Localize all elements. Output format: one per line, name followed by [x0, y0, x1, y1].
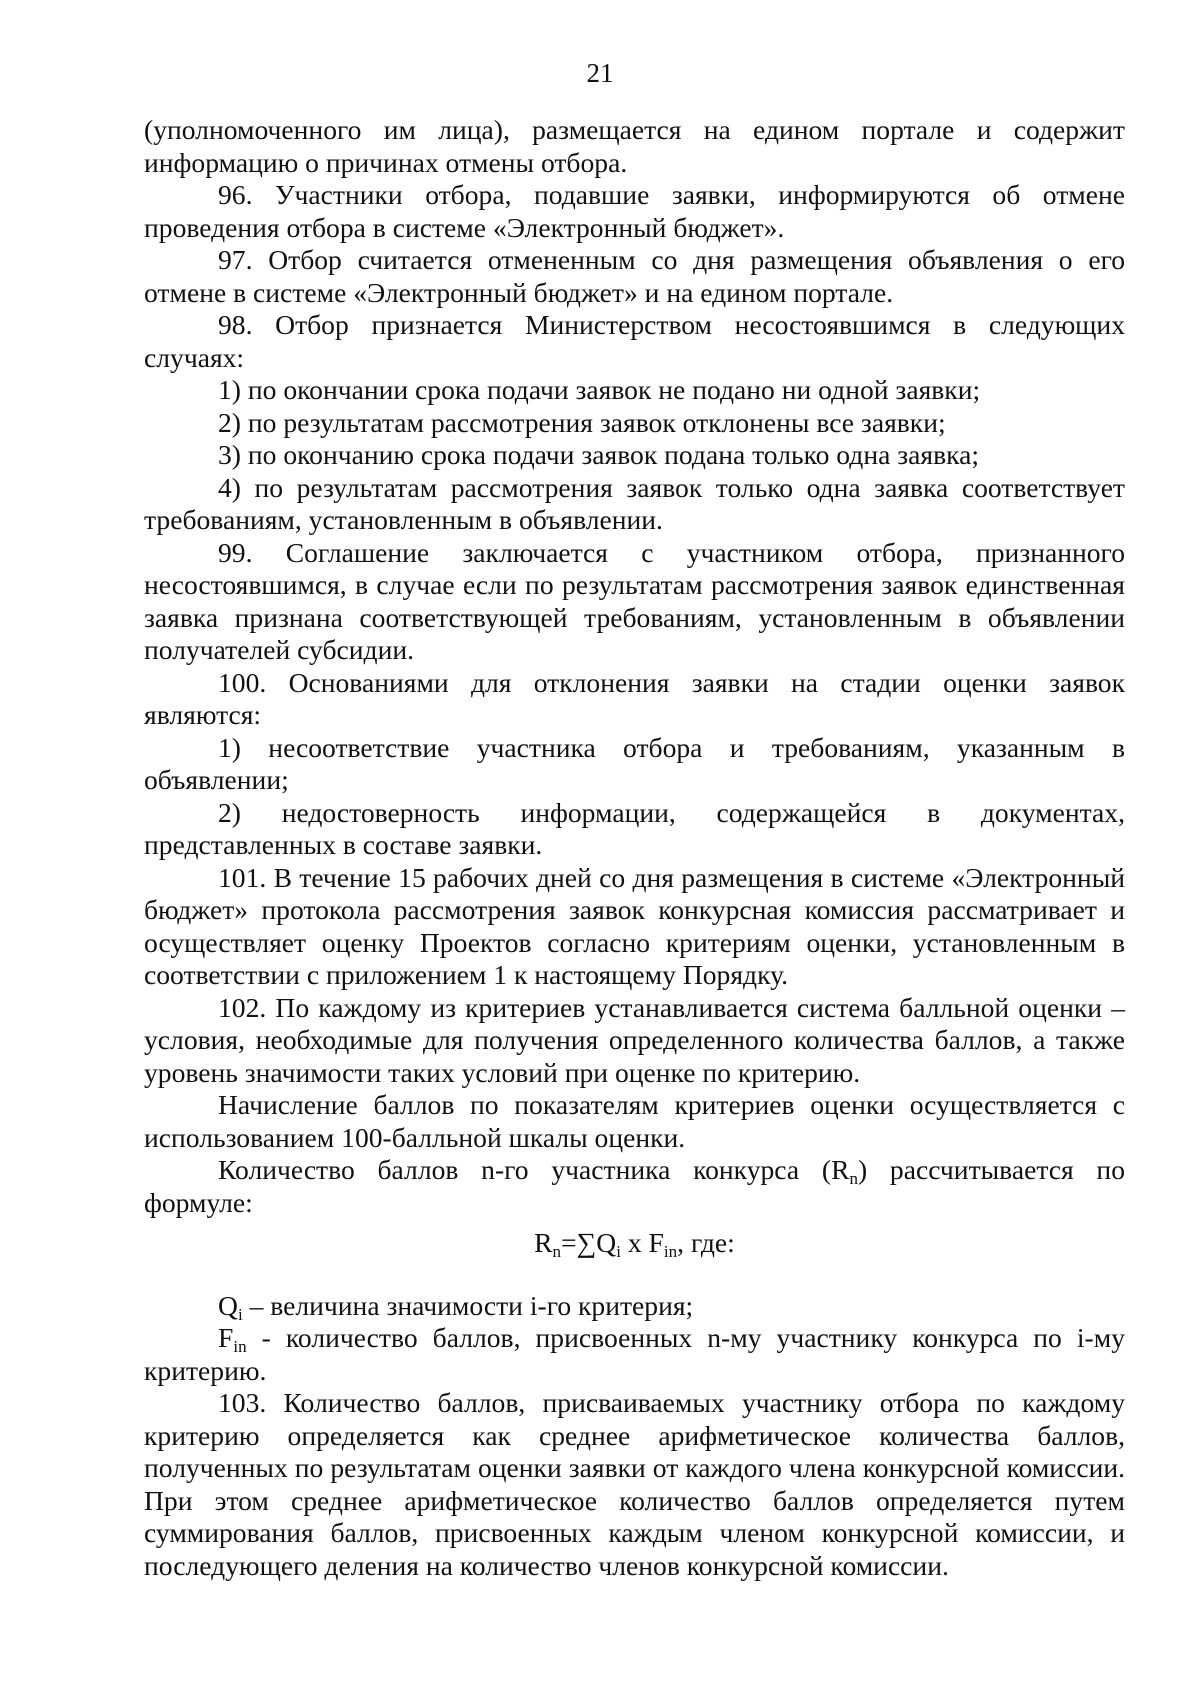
paragraph-102-score — [144, 1154, 1125, 1219]
paragraph-100-item-2: 2) недостоверность информации, содержащейся в документах, представленных в составе заявки. — [144, 796, 1125, 860]
formula-tail: , где: — [677, 1227, 735, 1258]
paragraph-102: 102. По каждому из критериев устанавливается система балльной оценки – условия, необходимые для получения определенного количества баллов, а также уровень значимости таких условий при оценке по критерию. — [144, 991, 1125, 1088]
paragraph-101: 101. В течение 15 рабочих дней со дня размещения в системе «Электронный бюджет» протокола рассмотрения заявок конкурсная комиссия рассматривает и осуществляет оценку Проектов согласно критериям оценки, установленным в соответствии с приложением 1 к настоящему Порядку. — [144, 861, 1125, 990]
paragraph-98-item-4: 4) по результатам рассмотрения заявок только одна заявка соответствует требованиям, установленным в объявлении. — [144, 471, 1125, 535]
paragraph-103: 103. Количество баллов, присваиваемых участнику отбора по каждому критерию определяется как среднее арифметическое количества баллов, полученных по результатам оценки заявки от каждого члена конкурсной комиссии. При этом среднее арифметическое количество баллов определяется путем суммирования баллов, присвоенных каждым членом конкурсной комиссии, и последующего деления на количество членов конкурсной комиссии. — [144, 1387, 1125, 1581]
formula-f-sub: in — [663, 1242, 678, 1261]
definition-f-sub: in — [233, 1337, 247, 1356]
paragraph-98-item-3: 3) по окончанию срока подачи заявок подана только одна заявка; — [218, 439, 980, 470]
formula-r-sub: n — [552, 1242, 562, 1261]
score-subscript: n — [849, 1169, 858, 1188]
paragraph-97: 97. Отбор считается отмененным со дня размещения объявления о его отмене в системе «Электронный бюджет» и на едином портале. — [144, 244, 1125, 308]
paragraph-102-scale: Начисление баллов по показателям критериев оценки осуществляется с использованием 100-балльной шкалы оценки. — [144, 1089, 1125, 1153]
paragraph-98-item-2: 2) по результатам рассмотрения заявок отклонены все заявки; — [218, 406, 946, 438]
formula-q-sub: i — [616, 1242, 621, 1261]
formula-r: R — [534, 1227, 553, 1258]
paragraph-100: 100. Основаниями для отклонения заявки на стадии оценки заявок являются: — [144, 666, 1125, 730]
page-number: 21 — [586, 58, 614, 88]
score-text-after: ) рассчитывается по формуле: — [144, 1154, 1125, 1218]
paragraph-96: 96. Участники отбора, подавшие заявки, информируются об отмене проведения отбора в системе «Электронный бюджет». — [144, 179, 1125, 243]
definition-f — [144, 1322, 1125, 1387]
score-text-before: Количество баллов n-го участника конкурса (R — [218, 1154, 850, 1185]
definition-q-symbol: Q — [218, 1289, 238, 1321]
paragraph-98-item-1: 1) по окончании срока подачи заявок не подано ни одной заявки; — [218, 374, 981, 405]
definition-f-text: - количество баллов, присвоенных n-му участнику конкурса по i-му критерию. — [144, 1322, 1125, 1386]
definition-q — [144, 1290, 1125, 1323]
document-body — [144, 114, 1125, 1582]
paragraph-100-item-1: 1) несоответствие участника отбора и требованиям, указанным в объявлении; — [144, 731, 1125, 795]
paragraph-99: 99. Соглашение заключается с участником отбора, признанного несостоявшимся, в случае если по результатам рассмотрения заявок единственная заявка признана соответствующей требованиям, установленным в объявлении получателей субсидии. — [144, 536, 1125, 665]
paragraph-continuation: (уполномоченного им лица), размещается на едином портале и содержит информацию о причинах отмены отбора. — [144, 114, 1125, 178]
definition-q-sub: i — [237, 1304, 243, 1324]
definition-q-text: – величина значимости i-го критерия; — [242, 1289, 694, 1321]
formula-times-f: x F — [620, 1227, 664, 1258]
formula-sum-q: =∑Q — [561, 1227, 617, 1258]
definition-f-symbol: F — [218, 1322, 234, 1353]
paragraph-98: 98. Отбор признается Министерством несостоявшимся в следующих случаях: — [144, 309, 1125, 373]
score-formula — [144, 1227, 1125, 1260]
